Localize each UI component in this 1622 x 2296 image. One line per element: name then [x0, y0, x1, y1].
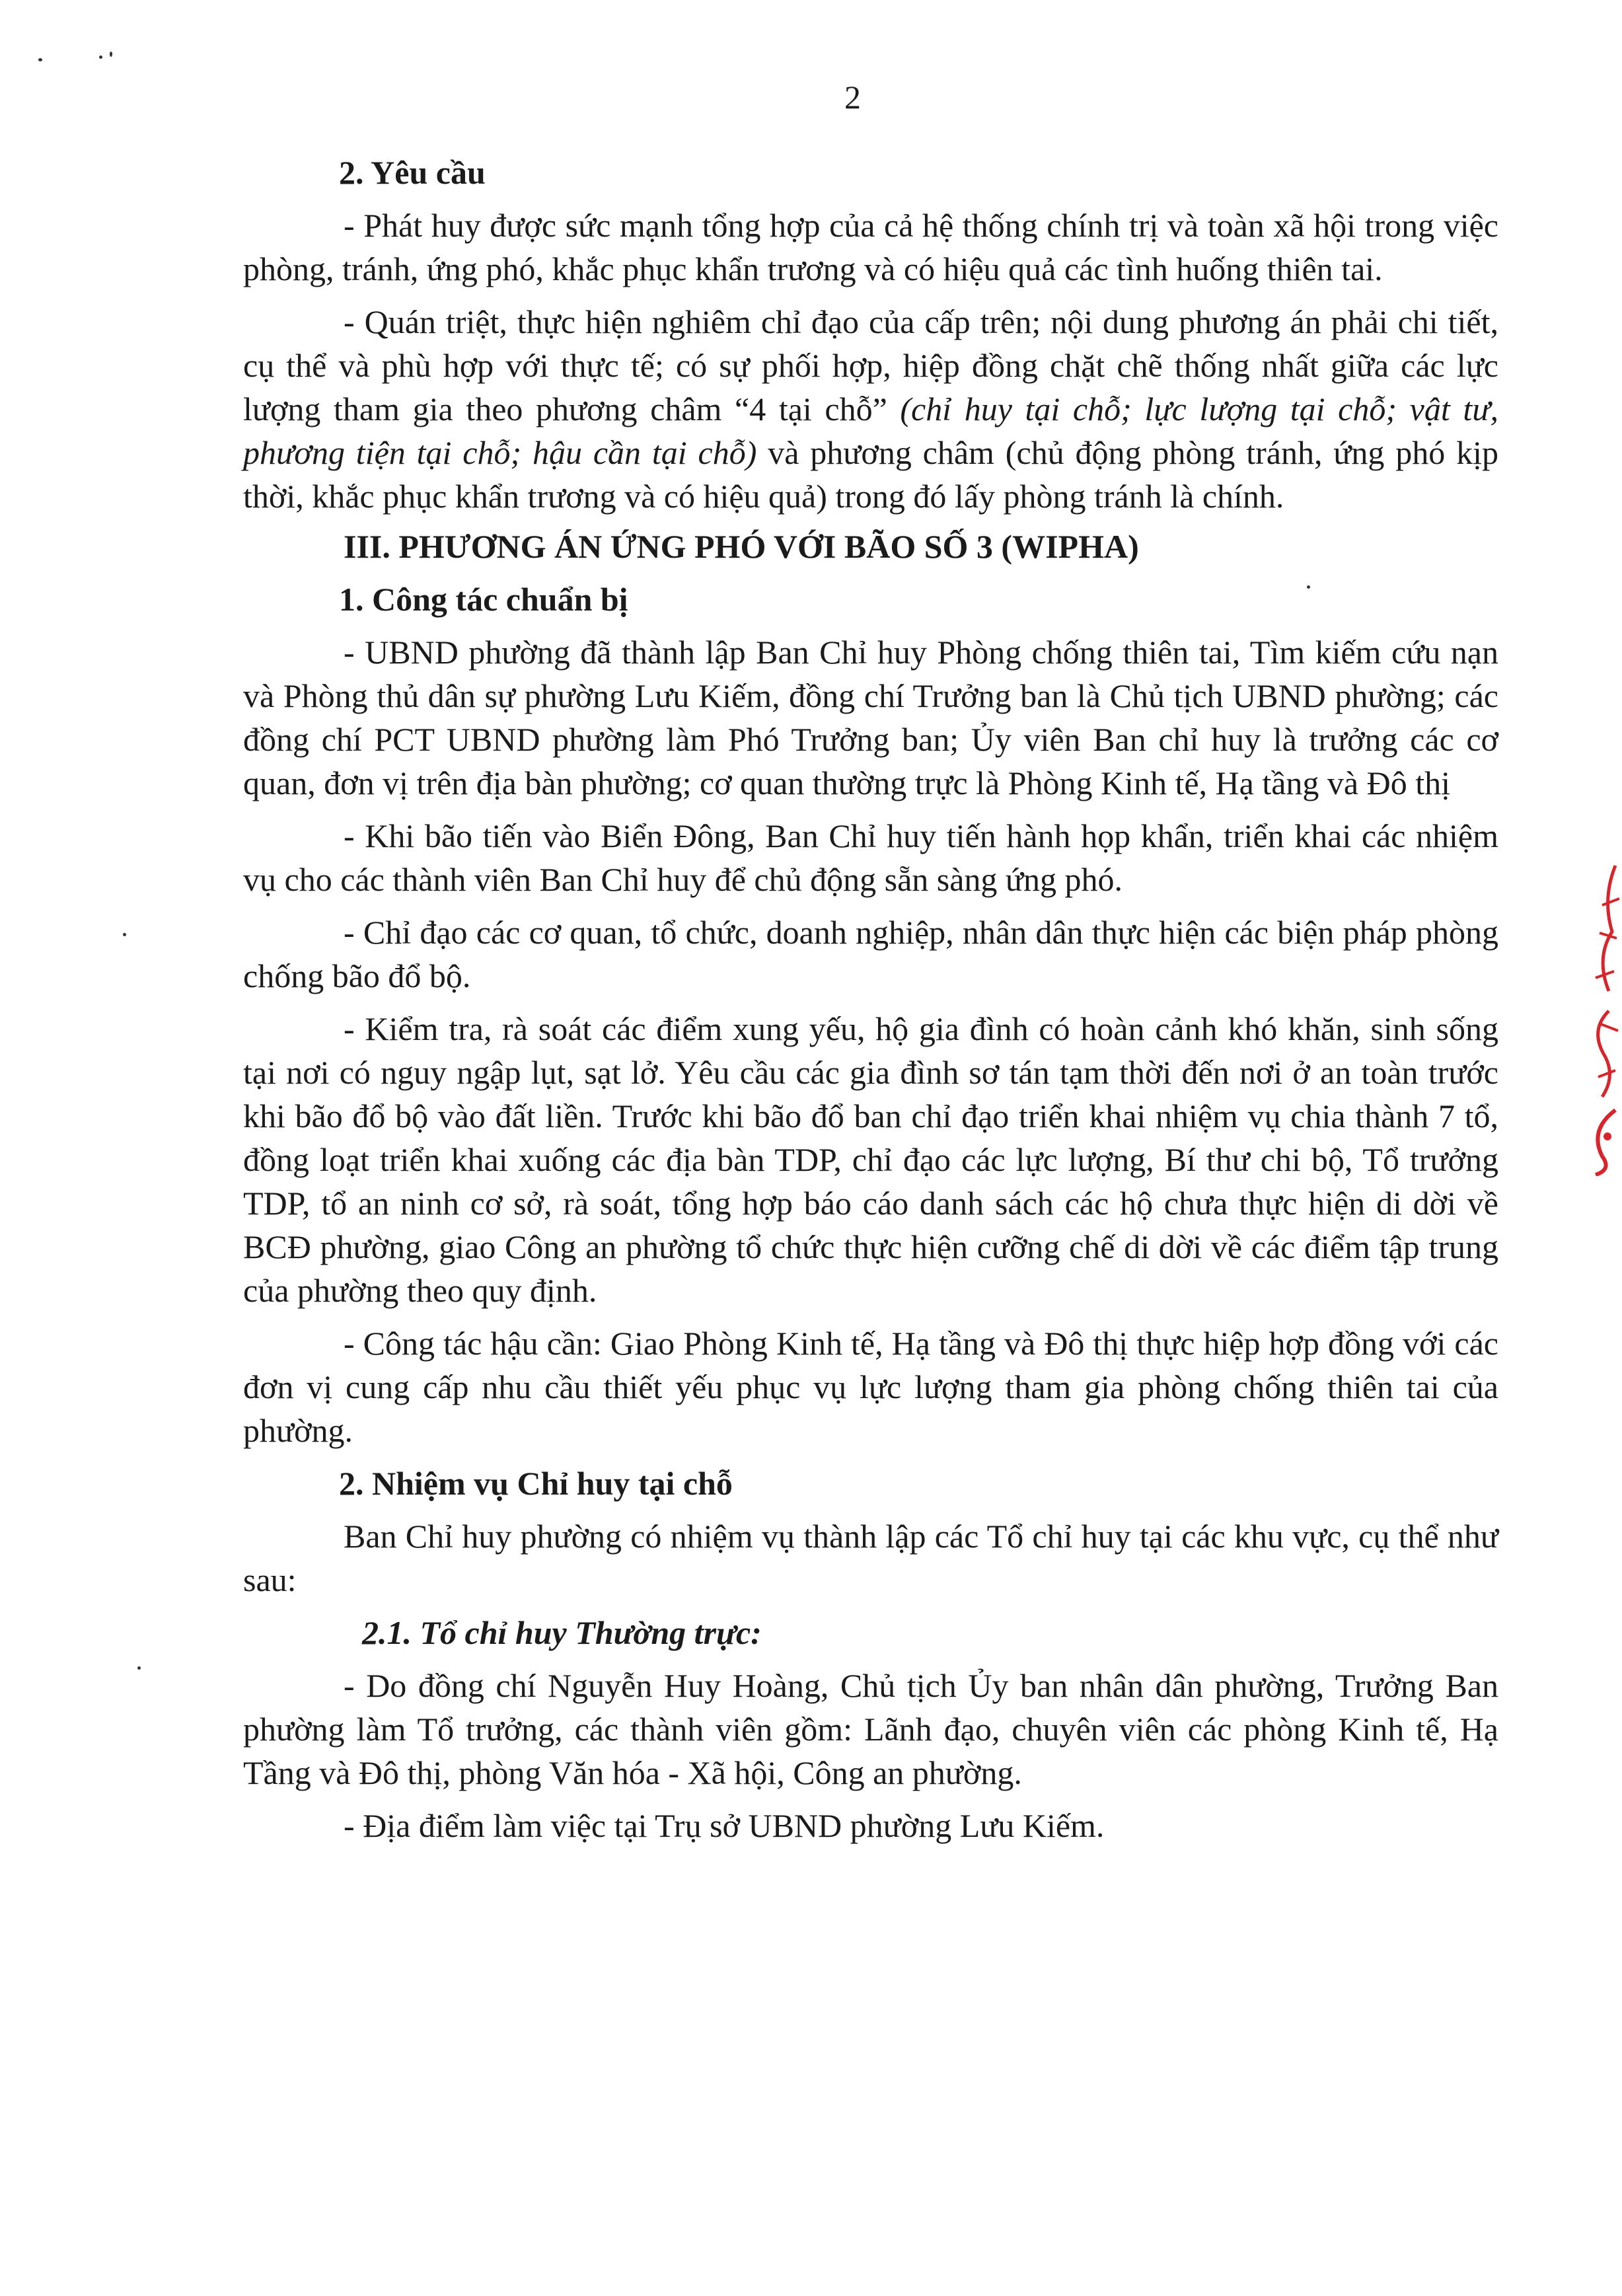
paragraph: - Khi bão tiến vào Biển Đông, Ban Chỉ huy tiến hành họp khẩn, triển khai các nhiệm vụ cho các thành viên Ban Chỉ huy để chủ động sẵn sàng ứng phó.	[243, 817, 1498, 898]
stamp-fragment	[1576, 859, 1622, 1176]
paragraph-italic-text: (chỉ huy tại chỗ; lực lượng tại chỗ; vật tư, phương tiện tại chỗ; hậu cần tại chỗ)	[243, 390, 1498, 471]
section-heading-requirements: 2. Yêu cầu	[339, 154, 486, 191]
paragraph: - Công tác hậu cần: Giao Phòng Kinh tế, Hạ tầng và Đô thị thực hiệp hợp đồng với các đơn vị cung cấp nhu cầu thiết yếu phục vụ lực lượng tham gia phòng chống thiên tai của phường.	[243, 1325, 1498, 1449]
subsection-heading-standing-team: 2.1. Tổ chỉ huy Thường trực:	[362, 1614, 762, 1651]
scan-speck	[38, 58, 42, 61]
scan-speck	[137, 1666, 141, 1670]
paragraph-text: - Quán triệt, thực hiện nghiêm chỉ đạo của cấp trên; nội dung phương án phải chi tiết, cụ thể và phù hợp với thực tế; có sự phối hợp, hiệp đồng chặt chẽ thống nhất giữa các lực lượng tham gia theo phương châm “4 tại chỗ”	[243, 303, 1498, 427]
paragraph: - UBND phường đã thành lập Ban Chỉ huy Phòng chống thiên tai, Tìm kiếm cứu nạn và Phòng thủ dân sự phường Lưu Kiếm, đồng chí Trưởng ban là Chủ tịch UBND phường; các đồng chí PCT UBND phường làm Phó Trưởng ban; Ủy viên Ban chỉ huy là trưởng các cơ quan, đơn vị trên địa bàn phường; cơ quan thường trực là Phòng Kinh tế, Hạ tầng và Đô thị	[243, 634, 1498, 801]
paragraph	[243, 300, 1498, 518]
section-heading-plan: III. PHƯƠNG ÁN ỨNG PHÓ VỚI BÃO SỐ 3 (WIPHA)	[344, 528, 1139, 565]
subsection-heading-command: 2. Nhiệm vụ Chỉ huy tại chỗ	[339, 1465, 733, 1502]
paragraph: - Địa điểm làm việc tại Trụ sở UBND phường Lưu Kiếm.	[344, 1807, 1105, 1844]
paragraph: - Do đồng chí Nguyễn Huy Hoàng, Chủ tịch Ủy ban nhân dân phường, Trưởng Ban phường làm Tổ trưởng, các thành viên gồm: Lãnh đạo, chuyên viên các phòng Kinh tế, Hạ Tầng và Đô thị, phòng Văn hóa - Xã hội, Công an phường.	[243, 1667, 1498, 1791]
paragraph: - Chỉ đạo các cơ quan, tổ chức, doanh nghiệp, nhân dân thực hiện các biện pháp phòng chống bão đổ bộ.	[243, 914, 1498, 994]
paragraph: - Kiểm tra, rà soát các điểm xung yếu, hộ gia đình có hoàn cảnh khó khăn, sinh sống tại nơi có nguy ngập lụt, sạt lở. Yêu cầu các gia đình sơ tán tạm thời đến nơi ở an toàn trước khi bão đổ bộ vào đất liền. Trước khi bão đổ ban chỉ đạo triển khai nhiệm vụ chia thành 7 tổ, đồng loạt triển khai xuống các địa bàn TDP, chỉ đạo các lực lượng, Bí thư chi bộ, Tổ trưởng TDP, tổ an ninh cơ sở, rà soát, tổng hợp báo cáo danh sách các hộ chưa thực hiện di dời về BCĐ phường, giao Công an phường tổ chức thực hiện cưỡng chế di dời về các điểm tập trung của phường theo quy định.	[243, 1010, 1498, 1309]
scan-speck	[99, 56, 102, 59]
paragraph: Ban Chỉ huy phường có nhiệm vụ thành lập các Tổ chỉ huy tại các khu vực, cụ thể như sau:	[243, 1518, 1498, 1598]
paragraph: - Phát huy được sức mạnh tổng hợp của cả hệ thống chính trị và toàn xã hội trong việc phòng, tránh, ứng phó, khắc phục khẩn trương và có hiệu quả các tình huống thiên tai.	[243, 207, 1498, 287]
page-number: 2	[844, 79, 861, 116]
scan-speck	[110, 52, 112, 57]
paragraph-text: và phương châm (chủ động phòng tránh, ứng phó kịp thời, khắc phục khẩn trương và có hiệu quả) trong đó lấy phòng tránh là chính.	[243, 434, 1499, 515]
scan-speck	[123, 933, 126, 936]
subsection-heading-preparation: 1. Công tác chuẩn bị	[339, 581, 628, 618]
document-body	[243, 151, 1498, 1847]
